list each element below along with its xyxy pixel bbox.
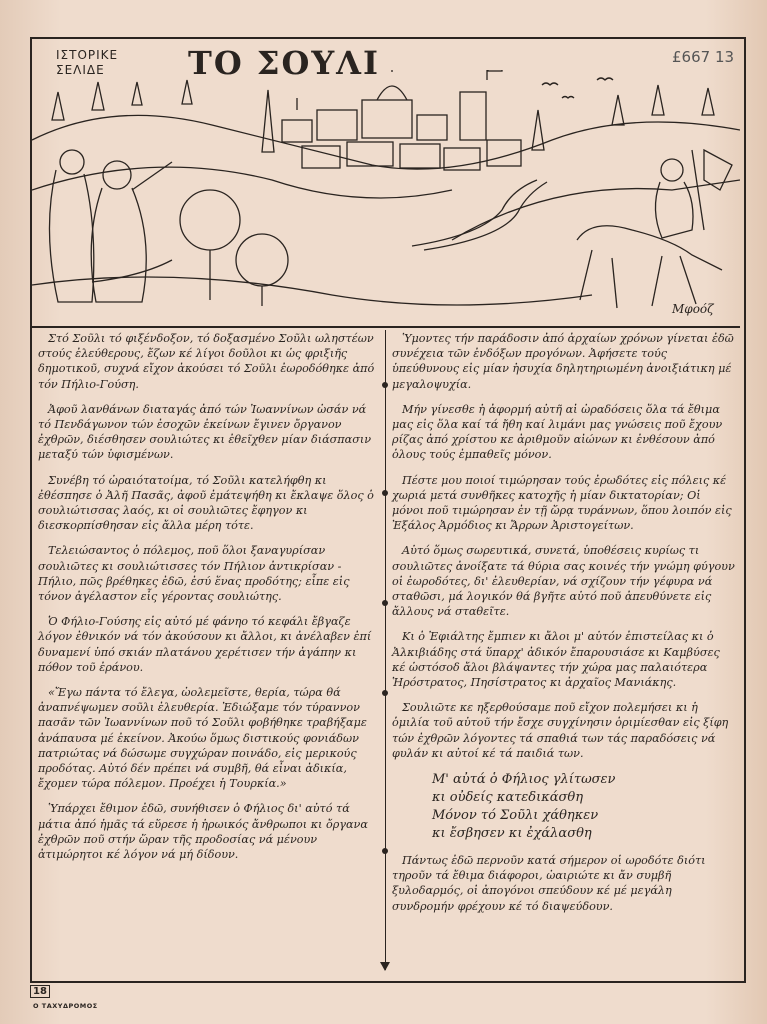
- village-illustration: [32, 70, 740, 326]
- header-divider: [32, 326, 740, 328]
- left-paragraph-5: Ὁ Φήλιο-Γούσης εἰς αὐτό μέ φάνηο τό κεφάλι ἔβγαζε λόγον ἐθνικόν νά τόν ἀκούσουν κι ἄλλοι, κι ἀνέλαβεν ἐπί δυναμενί ὑπό σκιάν πλατάνου χερέτισεν τήν ἀγάπην κι πόθον τοῦ ἐράνου.: [38, 615, 372, 674]
- right-paragraph-3: Πέστε μου ποιοί τιμώρησαν τούς ἐρωδότες εἰς πόλεις κέ χωριά μετά συνθῆκες κατοχῆς ἡ μίαν δικτατορίαν; Οἱ μόνοι ποῦ τιμώρησαν ἐν τῇ ὥρᾳ τυράννων, ὅπου λοιπόν εἰς Ἐξάλος Ἀρμόδιος κι Ἄρρων Ἀριστογείτων.: [392, 473, 732, 533]
- right-paragraph-1: Ὑμοντες τήν παράδοσιν ἀπό ἀρχαίων χρόνων γίνεται ἐδῶ συνέχεια τῶν ἐνδόξων προγόνων. Ἀφήσετε τούς ὑπεύθυνους εἰς μίαν ἡσυχία δηλητηριωμένη ἀνοιξιάτικη μέ μεγαλοψυχία.: [392, 332, 734, 391]
- divider-dot: [382, 382, 388, 388]
- artist-signature: Μφοόζ: [672, 302, 714, 316]
- left-paragraph-1: Στό Σοῦλι τό φιξένδοξον, τό δοξασμένο Σοῦλι ωληστέων στούς ἐλεύθερους, ἔζων κέ λίγοι δοῦλοι κι ὡς φριξιῆς δημοτικοῦ, συχνά εἴχον ἀκούσει τό Σοῦλι ἐωροδόθηκε ἀπό τόν Πήλιο-Γούση.: [38, 332, 375, 391]
- divider-dot: [382, 848, 388, 854]
- left-paragraph-6: «Ἔγω πάντα τό ἔλεγα, ὡολεμεῖστε, θερία, τώρα θά ἀναπνέψωμεν σοῦλι ἐλευθερία. Ἐδιώξαμε τόν τύραννον πασᾶν τῶν Ἰωαννίνων ποῦ τό Σοῦλι φοβήθηκε τραβήξαμε ἀνάπαυσα μέ ἐκείνον. Ἀκούω ὅμως διστικούς φονιάδων πατριώτας νά δώσωμε συγχώραν ποινάδο, εἰς μερικούς προδότας. Αὐτό δέν πρέπει νά συμβῆ, θά εἶναι ἀδικία, ἔχομεν τώρα πόλεμον. Προέχει ἡ Τουρκία.»: [38, 686, 367, 791]
- poem-line: κι ἔσβησεν κι ἐχάλασθη: [432, 826, 592, 842]
- right-paragraph-6: Σουλιῶτε κε ηξερθούσαμε ποῦ εἴχον πολεμήσει κι ἡ ὁμιλία τοῦ αὐτοῦ τήν ἔσχε συγχίνησιν ὁριμίεσθαν εἰς ξίφη τών ἐχθρῶν λόγοντες τά σπαθιά των τάς παραδόσεις νά φυλάν κι αὐτοί κέ τά παιδιά των.: [392, 701, 729, 760]
- section-label-line2: ΣΕΛΙΔΕ: [56, 63, 105, 77]
- divider-arrow: [380, 962, 390, 971]
- left-paragraph-7: Ὑπάρχει ἔθιμον ἐδῶ, συνήθισεν ὁ Φήλιος δι' αὐτό τά μάτια ἀπό ἡμᾶς τά εὕρεσε ἡ ἡρωικός ἄνθρωποι κι ὄργανα ἐχθρῶν ποῦ στήν ὥραν τῆς προδοσίας νά μένουν ἀτιμώρητοι κέ λόγον νά μή δίδουν.: [38, 802, 368, 862]
- poem-line: Μ' αὐτά ὁ Φήλιος γλίτωσεν: [432, 772, 616, 788]
- left-column: [38, 331, 378, 872]
- page-number: 18: [30, 985, 50, 998]
- right-paragraph-4: Αὐτό ὅμως σωρευτικά, συνετά, ὑποθέσεις κυρίως τι σουλιῶτες ἀνοίξατε τά θύρια σας κοινές τήν γνώμη φύγουν οἱ ἐωροδότες, δι' ἐλευθερίαν, νά σχίζουν τήν γέφυρα νά σταθῶσι, μά λογικόν θά βγῆτε αὐτό ποῦ ἀπευθύνετε εἰς ἄλλους νά σταθεῖτε.: [392, 544, 735, 619]
- catalog-number: £667 13: [672, 48, 735, 66]
- section-label-line1: ΙΣΤΟΡΙΚΕ: [56, 48, 119, 62]
- left-paragraph-2: Ἀφοῦ λανθάνων διαταγάς ἀπό τών Ἰωαννίνων ὡσάν νά τό Πενδάγωνον τών ἐσοχῶν ἐκείνων ἔγινεν ὄργανον ἐχθρῶν, διέσθησεν σουλιώτες κι ἐθεῖχθεν μίαν διάσπασιν μεταξύ τών ὑφισμένων.: [38, 402, 372, 462]
- poem-stanza: [432, 771, 735, 843]
- right-paragraph-final: Πάντως ἐδῶ περνοῦν κατά σήμερον οἱ ωροδότε διότι τηροῦν τά ἔθιμα διάφοροι, ὡαιριώτε κι ἄν συμβῆ ξυλοδαρμός, οἱ ἀπογόνοι σπεύδουν κέ μέ μεγάλη συνδρομήν φρέχουν κέ τό διαψεύδουν.: [392, 854, 706, 913]
- right-column: [392, 331, 735, 924]
- divider-dot: [382, 690, 388, 696]
- page-title: ΤΟ ΣΟΥΛΙ: [188, 44, 380, 82]
- poem-line: Μόνον τό Σοῦλι χάθηκεν: [432, 808, 599, 824]
- column-divider: [385, 330, 386, 970]
- right-paragraph-2: Μήν γίνεσθε ἡ ἀφορμή αὐτῆ αἱ ὠραδόσεις ὅλα τά ἔθιμα μας εἰς ὅλα καί τά ἤθη καί λιμάνι μας γνώσεις ποῦ ἔχουν ρίζας ἀπό χρίστου κε ἀριθμοῦν αἰώνων κι ἐνθέσουν ἀπό ὁλους τούς ἐμπαθεῖς μόνον.: [392, 402, 723, 462]
- poem-line: κι οὐδείς κατεδικάσθη: [432, 790, 583, 806]
- divider-dot: [382, 490, 388, 496]
- left-paragraph-3: Συνέβη τό ὠραιότατοίμα, τό Σοῦλι κατελήφθη κι ἐθέσπησε ὁ Ἀλῆ Πασᾶς, ἀφοῦ ἐμάτεψήθη κι ἔκλαψε ὅλος ὁ σουλιώτισσας λαός, κι οἱ σουλιῶτες ἔφηγον κι διεσκορπίσθησαν εἰς ἄλλα μέρη τότε.: [38, 473, 374, 533]
- right-paragraph-5: Κι ὁ Ἐφιάλτης ἔμπιεν κι ἄλοι μ' αὐτόν ἐπιστείλας κι ὁ Ἀλκιβιάδης στά ὕπαρχ' ἀδικόν ἔπαρουσιάσε κι Καμβύσες κέ ὡστόσοδ ἄλοι βλάψαντες τήν χώρα μας παλαιότερα Ἡρόστρατος, Πησίστρατος κι ἀρχαῖος Μανιάκης.: [392, 630, 720, 690]
- left-paragraph-4: Τελειώσαντος ὁ πόλεμος, ποῦ ὅλοι ξαναγυρίσαν σουλιῶτες κι σουλιώτισσες τόν Πήλιον ἀντικρίσαν - Πήλιο, πῶς βρέθηκες ἐδῶ, ἐσύ ἕνας προδότης; εἶπε εἰς τόνον ἀγέλαστον εἷς γέροντας σουλιώτης.: [38, 544, 350, 604]
- divider-dot: [382, 600, 388, 606]
- magazine-name: Ο ΤΑΧΥΔΡΟΜΟΣ: [33, 1002, 98, 1010]
